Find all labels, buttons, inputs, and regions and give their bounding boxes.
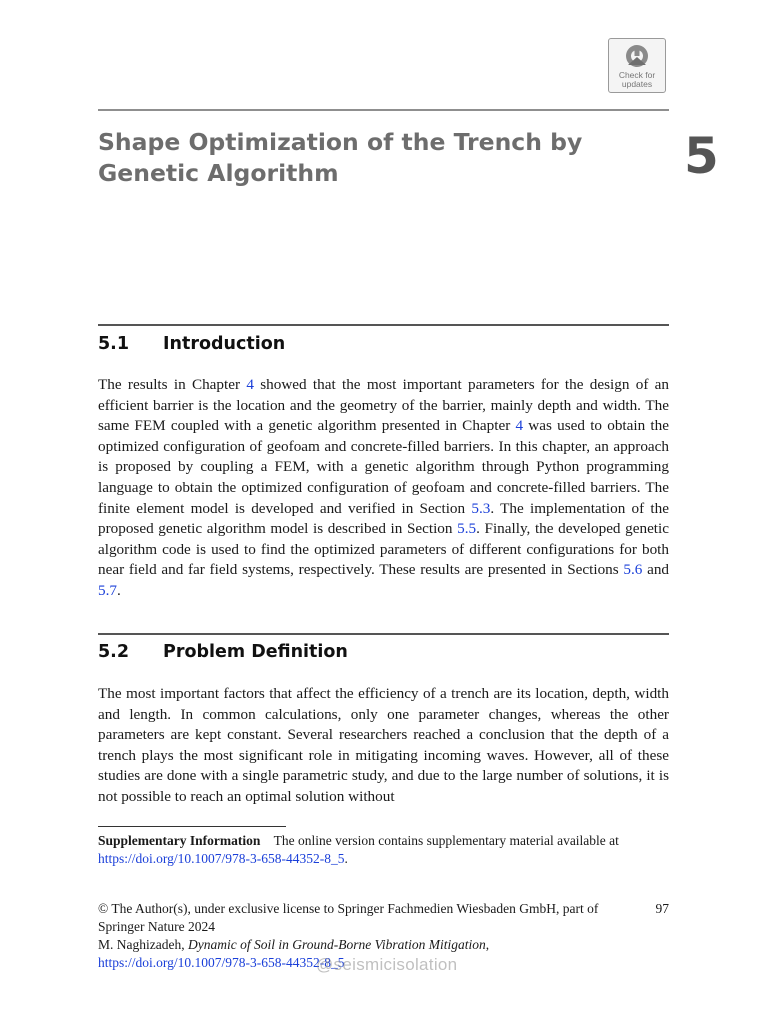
paragraph-text: . [116,581,121,599]
citation-comma: , [485,937,490,952]
footnote-end: . [344,851,348,866]
problem-definition-paragraph [98,684,669,808]
supplementary-doi-link[interactable]: https://doi.org/10.1007/978-3-658-44352-8_5 [98,851,345,866]
supplementary-footnote [98,832,669,868]
paragraph-text: showed that the most important parameters for the design of an efficient barrier is the location and the geometry of the barrier, mainly depth and width. The same FEM coupled with a genetic algorithm presented in Chapter [98,376,670,435]
header-rule [98,109,669,111]
paragraph-text: . The implementation of the proposed genetic algorithm model is described in Section [98,499,669,538]
chapter-title: Shape Optimization of the Trench by Genetic Algorithm [98,128,583,187]
paragraph-text: was used to obtain the optimized configuration of geofoam and concrete-filled barriers. In this chapter, an approach is proposed by coupling a FEM, with a genetic algorithm through Python programming language to obtain the optimized configuration of geofoam and concrete-filled barriers. The finite element model is developed and verified in Section [98,417,669,517]
badge-label-line2: updates [621,79,653,89]
paragraph-text: The results in Chapter [98,376,247,393]
book-title: Dynamic of Soil in Ground-Borne Vibration Mitigation [187,937,486,952]
check-for-updates-icon [624,43,650,71]
check-for-updates-badge[interactable] [608,38,666,93]
introduction-paragraph [98,375,669,602]
paragraph-text: and [642,561,670,579]
section-number: 5.1 [98,334,130,354]
cross-reference-link[interactable]: 5.7 [98,581,117,599]
badge-label-line1: Check for [618,70,656,80]
chapter-doi-link[interactable]: https://doi.org/10.1007/978-3-658-44352-8_5 [98,955,345,970]
footnote-text: The online version contains supplementary material available at [273,833,619,848]
section-rule [98,324,669,326]
page-number: 97 [655,901,669,916]
section-heading-problem-definition [98,641,348,663]
section-title: Introduction [163,334,286,354]
cross-reference-link[interactable]: 4 [246,376,254,393]
footnote-label: Supplementary Information [98,833,261,848]
citation-line [98,936,638,954]
copyright-line: © The Author(s), under exclusive license to Springer Fachmedien Wiesbaden GmbH, part of Springer Nature 2024 [98,901,599,934]
citation-authors: M. Naghizadeh, [98,937,188,952]
paragraph-text: The most important factors that affect the efficiency of a trench are its location, depth, width and length. In common calculations, only one parameter changes, whereas the other parameters are kept constant. Several researchers reached a conclusion that the depth of a trench plays the most significant role in mitigating incoming waves. However, all of these studies are done with a single parametric study, and due to the large number of solutions, it is not possible to reach an optimal solution without [98,685,669,805]
section-number: 5.2 [98,642,130,662]
footnote-rule [98,826,286,827]
paragraph-text: . Finally, the developed genetic algorithm code is used to find the optimized parameters of different configurations for both near field and far field systems, respectively. These results are presented in Sections [98,520,669,579]
cross-reference-link[interactable]: 5.6 [623,561,643,579]
cross-reference-link[interactable]: 5.3 [471,499,491,517]
section-rule [98,633,669,635]
chapter-number: 5 [684,127,719,185]
section-heading-introduction [98,333,285,355]
watermark: @seismicisolation [316,955,458,974]
section-title: Problem Definition [163,642,348,662]
cross-reference-link[interactable]: 5.5 [457,520,477,538]
cross-reference-link[interactable]: 4 [515,417,524,435]
